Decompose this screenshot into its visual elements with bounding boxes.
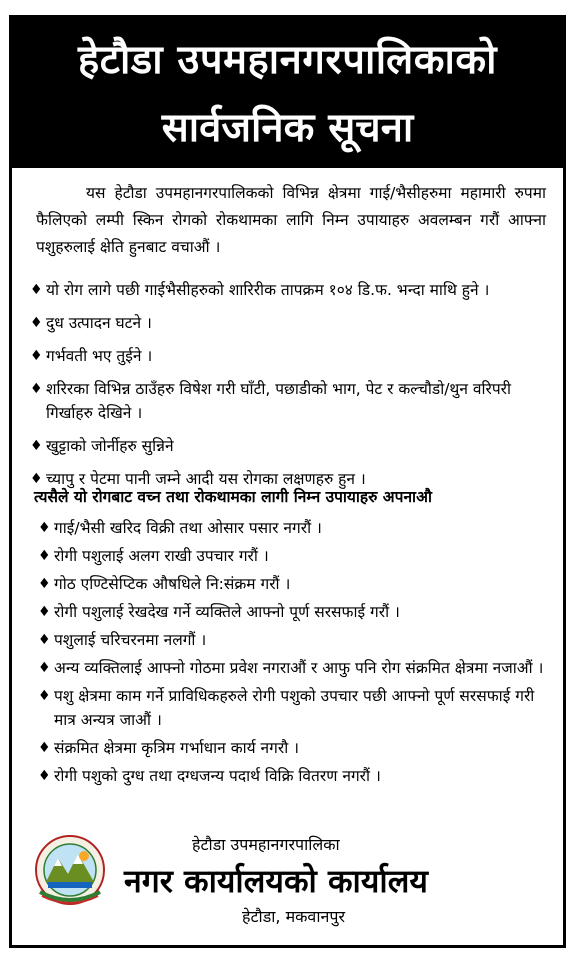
measure-text: पशु क्षेत्रमा काम गर्ने प्राविधिकहरुले रोगी पशुको उपचार पछी आफ्नो पूर्ण सरसफाई गरी मात्र अन्यत्र जाऔं । — [54, 687, 535, 729]
symptom-item — [30, 344, 555, 368]
diamond-bullet-icon: ♦ — [38, 768, 51, 784]
measure-text: संक्रमित क्षेत्रमा कृत्रिम गर्भाधान कार्य नगरौ । — [54, 739, 300, 757]
notice-footer — [12, 822, 563, 942]
measure-item — [38, 544, 553, 568]
diamond-bullet-icon: ♦ — [30, 348, 43, 364]
footer-address: हेटौडा, मकवानपुर — [242, 907, 345, 926]
header-title-line1: हेटौडा उपमहानगरपालिकाको — [78, 37, 497, 83]
municipality-emblem-icon — [34, 834, 106, 906]
diamond-bullet-icon: ♦ — [30, 438, 43, 454]
diamond-bullet-icon: ♦ — [38, 632, 51, 648]
measure-text: गोठ एण्टिसेप्टिक औषधिले नि:संक्रम गरौं । — [54, 575, 291, 593]
diamond-bullet-icon: ♦ — [38, 604, 51, 620]
measure-text: अन्य व्यक्तिलाई आफ्नो गोठमा प्रवेश नगराऔं र आफु पनि रोग संक्रमित क्षेत्रमा नजाऔं । — [54, 659, 544, 677]
footer-office-name: नगर कार्यालयको कार्यालय — [124, 862, 428, 900]
measure-item — [38, 572, 553, 596]
symptom-text: गर्भवती भए तुईने । — [46, 347, 153, 365]
measure-text: पशुलाई चरिचरनमा नलगौं । — [54, 631, 207, 649]
header-title-line2: सार्वजनिक सूचना — [161, 105, 414, 151]
measure-item — [38, 684, 553, 732]
diamond-bullet-icon: ♦ — [30, 282, 43, 298]
symptom-item — [30, 278, 555, 302]
symptom-text: खुट्टाको जोर्नीहरु सुन्निने — [46, 437, 174, 455]
measure-item — [38, 656, 553, 680]
symptom-list — [30, 278, 555, 500]
measure-text: गाई/भैसी खरिद विक्री तथा ओसार पसार नगरौं । — [54, 519, 322, 537]
symptom-item — [30, 311, 555, 335]
measures-heading: त्यसैले यो रोगबाट वच्न तथा रोकथामका लागी निम्न उपायाहरु अपनाऔ — [34, 488, 432, 506]
diamond-bullet-icon: ♦ — [30, 315, 43, 331]
diamond-bullet-icon: ♦ — [38, 660, 51, 676]
symptom-item — [30, 434, 555, 458]
symptom-text: दुध उत्पादन घटने । — [46, 314, 152, 332]
measure-item — [38, 628, 553, 652]
measure-text: रोगी पशुको दुग्ध तथा दग्धजन्य पदार्थ विक्रि वितरण नगरौं । — [54, 767, 381, 785]
measure-item — [38, 600, 553, 624]
diamond-bullet-icon: ♦ — [38, 740, 51, 756]
measure-item — [38, 764, 553, 788]
measures-list — [38, 516, 553, 792]
measure-text: रोगी पशुलाई रेखदेख गर्ने व्यक्तिले आफ्नो पूर्ण सरसफाई गरौं । — [54, 603, 400, 621]
diamond-bullet-icon: ♦ — [38, 548, 51, 564]
diamond-bullet-icon: ♦ — [38, 576, 51, 592]
symptom-item — [30, 377, 555, 425]
measure-item — [38, 736, 553, 760]
measure-item — [38, 516, 553, 540]
notice-header — [12, 18, 563, 168]
diamond-bullet-icon: ♦ — [38, 520, 51, 536]
diamond-bullet-icon: ♦ — [30, 471, 43, 487]
footer-org-name: हेटौडा उपमहानगरपालिका — [192, 835, 340, 854]
diamond-bullet-icon: ♦ — [38, 688, 51, 704]
symptom-text: च्यापु र पेटमा पानी जम्ने आदी यस रोगका लक्षणहरु हुन । — [46, 470, 366, 488]
symptom-text: शरिरका विभिन्न ठाउँहरु विषेश गरी घाँटी, पछाडीको भाग, पेट र कल्चौडो/थुन वरिपरी गिर्खाहरु देखिने । — [46, 380, 511, 422]
intro-paragraph: यस हेटौडा उपमहानगरपालिकको विभिन्न क्षेत्रमा गाई/भैसीहरुमा महामारी रुपमा फैलिएको लम्पी स्किन रोगको रोकथामका लागि निम्न उपायाहरु अवलम्बन गरौं आफ्ना पशुहरुलाई क्षेति हुनबाट वचाऔं । — [36, 184, 546, 256]
diamond-bullet-icon: ♦ — [30, 381, 43, 397]
measure-text: रोगी पशुलाई अलग राखी उपचार गरौं । — [54, 547, 269, 565]
symptom-text: यो रोग लागे पछी गाईभैसीहरुको शारिरीक तापक्रम १०४ डि.फ. भन्दा माथि हुने । — [46, 281, 490, 299]
